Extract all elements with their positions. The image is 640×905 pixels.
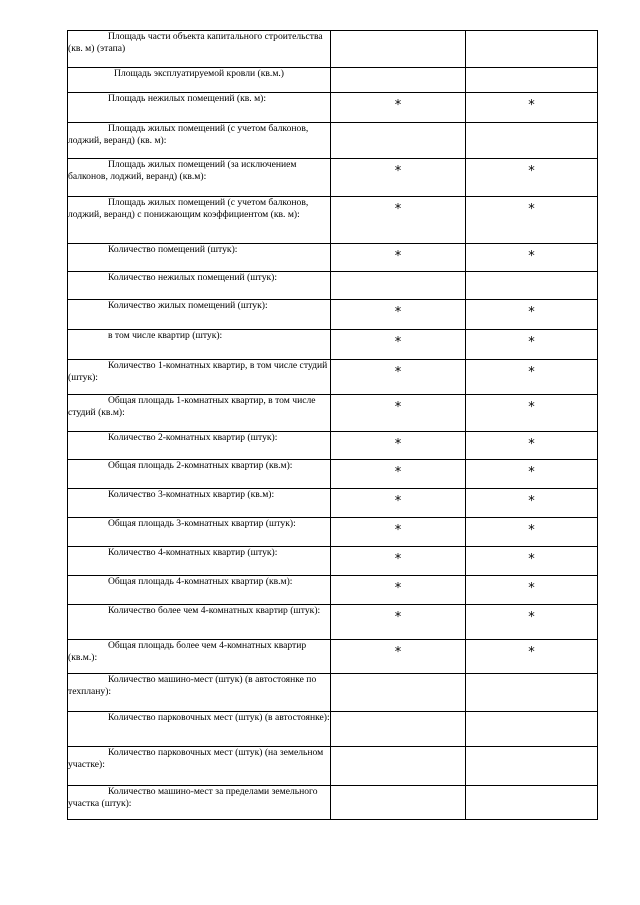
row-label-cell [68,747,331,786]
value-cell-a [331,640,466,674]
row-label: Общая площадь 1-комнатных квартир, в том числе студий (кв.м): [68,395,316,418]
row-label: Количество 4-комнатных квартир (штук): [108,547,278,558]
value-cell-b [466,93,598,123]
value-mark: * [394,365,402,380]
value-mark [331,123,465,130]
value-cell-a [331,300,466,330]
value-mark: * [528,202,535,217]
table-row [68,518,598,547]
value-mark [466,712,597,719]
row-label: Количество парковочных мест (штук) (в автостоянке): [108,712,330,723]
table-row [68,605,598,640]
value-cell-b [466,272,598,300]
row-label: Площадь нежилых помещений (кв. м): [108,93,267,104]
row-label-cell [68,460,331,489]
value-mark: * [528,610,535,625]
row-label: Площадь части объекта капитального строительства (кв. м) (этапа) [68,31,323,54]
table-row [68,432,598,460]
value-cell-a [331,272,466,300]
table-row [68,272,598,300]
value-mark [466,674,597,681]
row-label: Количество жилых помещений (штук): [108,300,268,311]
value-cell-b [466,460,598,489]
value-cell-b [466,300,598,330]
value-mark: * [528,305,535,320]
value-cell-b [466,747,598,786]
row-label-cell [68,159,331,197]
row-label: Площадь жилых помещений (с учетом балконов, лоджий, веранд) с понижающим коэффициентом (кв. м): [68,197,309,220]
row-label-cell [68,786,331,820]
value-cell-b [466,674,598,712]
value-mark [331,272,465,279]
value-mark: * [528,581,535,596]
value-mark [331,712,465,719]
row-label: Общая площадь 4-комнатных квартир (кв.м): [108,576,293,587]
table-row [68,360,598,395]
row-label-cell [68,244,331,272]
row-label: Количество машино-мест за пределами земельного участка (штук): [68,786,318,809]
value-mark: * [394,494,402,509]
table-row [68,330,598,360]
value-mark: * [394,581,402,596]
row-label: Общая площадь 2-комнатных квартир (кв.м): [108,460,293,471]
value-mark: * [528,645,535,660]
value-cell-a [331,547,466,576]
value-cell-a [331,605,466,640]
table-row [68,460,598,489]
value-cell-b [466,123,598,159]
value-mark: * [394,552,402,567]
value-cell-b [466,159,598,197]
value-mark: * [528,98,535,113]
value-mark [466,786,597,793]
row-label-cell [68,712,331,747]
row-label-cell [68,640,331,674]
value-mark: * [394,523,402,538]
value-mark: * [528,552,535,567]
value-mark: * [528,494,535,509]
value-cell-b [466,576,598,605]
row-label-cell [68,68,331,93]
table-row [68,547,598,576]
table-row [68,786,598,820]
row-label: Количество более чем 4-комнатных квартир (штук): [108,605,321,616]
value-cell-a [331,460,466,489]
value-cell-a [331,244,466,272]
value-cell-a [331,432,466,460]
value-cell-a [331,712,466,747]
value-mark: * [528,335,535,350]
value-mark [331,674,465,681]
value-cell-a [331,674,466,712]
value-mark: * [528,523,535,538]
value-cell-b [466,547,598,576]
value-mark: * [394,335,402,350]
value-mark [466,747,597,754]
value-cell-a [331,786,466,820]
value-mark: * [394,610,402,625]
value-cell-a [331,197,466,244]
row-label: Количество 1-комнатных квартир, в том числе студий (штук): [68,360,328,383]
row-label-cell [68,300,331,330]
row-label-cell [68,360,331,395]
row-label-cell [68,547,331,576]
row-label: Количество 2-комнатных квартир (штук): [108,432,278,443]
value-cell-b [466,197,598,244]
value-mark: * [528,437,535,452]
value-mark [331,786,465,793]
value-cell-b [466,712,598,747]
table-body [68,31,598,820]
row-label-cell [68,395,331,432]
value-mark: * [394,249,402,264]
row-label: Количество нежилых помещений (штук): [108,272,278,283]
value-cell-b [466,518,598,547]
table-row [68,159,598,197]
value-cell-b [466,489,598,518]
row-label: Количество парковочных мест (штук) (на земельном участке): [68,747,324,770]
value-mark [331,31,465,38]
value-cell-b [466,244,598,272]
row-label-cell [68,674,331,712]
value-mark [331,68,465,75]
value-cell-b [466,31,598,68]
row-label: Общая площадь 3-комнатных квартир (штук): [108,518,296,529]
row-label-cell [68,123,331,159]
value-cell-b [466,360,598,395]
table-row [68,300,598,330]
table-row [68,68,598,93]
row-label-cell [68,489,331,518]
value-cell-b [466,432,598,460]
row-label: Площадь жилых помещений (с учетом балконов, лоджий, веранд) (кв. м): [68,123,309,146]
row-label-cell [68,272,331,300]
value-mark: * [528,249,535,264]
row-label: Количество машино-мест (штук) (в автостоянке по техплану): [68,674,317,697]
value-cell-a [331,159,466,197]
row-label: Количество помещений (штук): [108,244,238,255]
value-mark [466,68,597,75]
table-row [68,123,598,159]
row-label-cell [68,330,331,360]
row-label: Площадь эксплуатируемой кровли (кв.м.) [114,68,284,79]
value-mark: * [394,164,402,179]
value-mark [466,272,597,279]
table-row [68,712,598,747]
table-row [68,576,598,605]
row-label: в том числе квартир (штук): [108,330,223,341]
row-label-cell [68,605,331,640]
value-cell-a [331,395,466,432]
value-cell-a [331,68,466,93]
table-row [68,244,598,272]
value-cell-b [466,330,598,360]
value-mark: * [528,400,535,415]
value-mark: * [394,437,402,452]
value-cell-a [331,576,466,605]
row-label-cell [68,93,331,123]
value-cell-b [466,786,598,820]
value-mark: * [528,164,535,179]
value-mark: * [394,645,402,660]
row-label-cell [68,197,331,244]
value-mark: * [394,305,402,320]
value-mark: * [394,202,402,217]
table-row [68,395,598,432]
value-cell-b [466,605,598,640]
value-cell-b [466,68,598,93]
row-label: Количество 3-комнатных квартир (кв.м): [108,489,275,500]
row-label-cell [68,576,331,605]
value-cell-a [331,518,466,547]
table-row [68,93,598,123]
value-mark: * [394,400,402,415]
table-row [68,31,598,68]
value-mark: * [394,465,402,480]
value-cell-a [331,93,466,123]
value-cell-a [331,360,466,395]
value-cell-a [331,747,466,786]
row-label-cell [68,518,331,547]
value-cell-a [331,31,466,68]
value-cell-b [466,395,598,432]
value-mark [466,31,597,38]
table-row [68,640,598,674]
table-row [68,674,598,712]
indicators-table [67,30,598,820]
value-cell-a [331,330,466,360]
row-label: Площадь жилых помещений (за исключением балконов, лоджий, веранд) (кв.м): [68,159,297,182]
value-mark: * [394,98,402,113]
row-label-cell [68,432,331,460]
value-cell-a [331,123,466,159]
value-mark: * [528,365,535,380]
row-label: Общая площадь более чем 4-комнатных квартир (кв.м.): [68,640,307,663]
table-row [68,197,598,244]
value-mark: * [528,465,535,480]
value-cell-a [331,489,466,518]
table-row [68,747,598,786]
value-mark [466,123,597,130]
value-cell-b [466,640,598,674]
row-label-cell [68,31,331,68]
table-row [68,489,598,518]
value-mark [331,747,465,754]
